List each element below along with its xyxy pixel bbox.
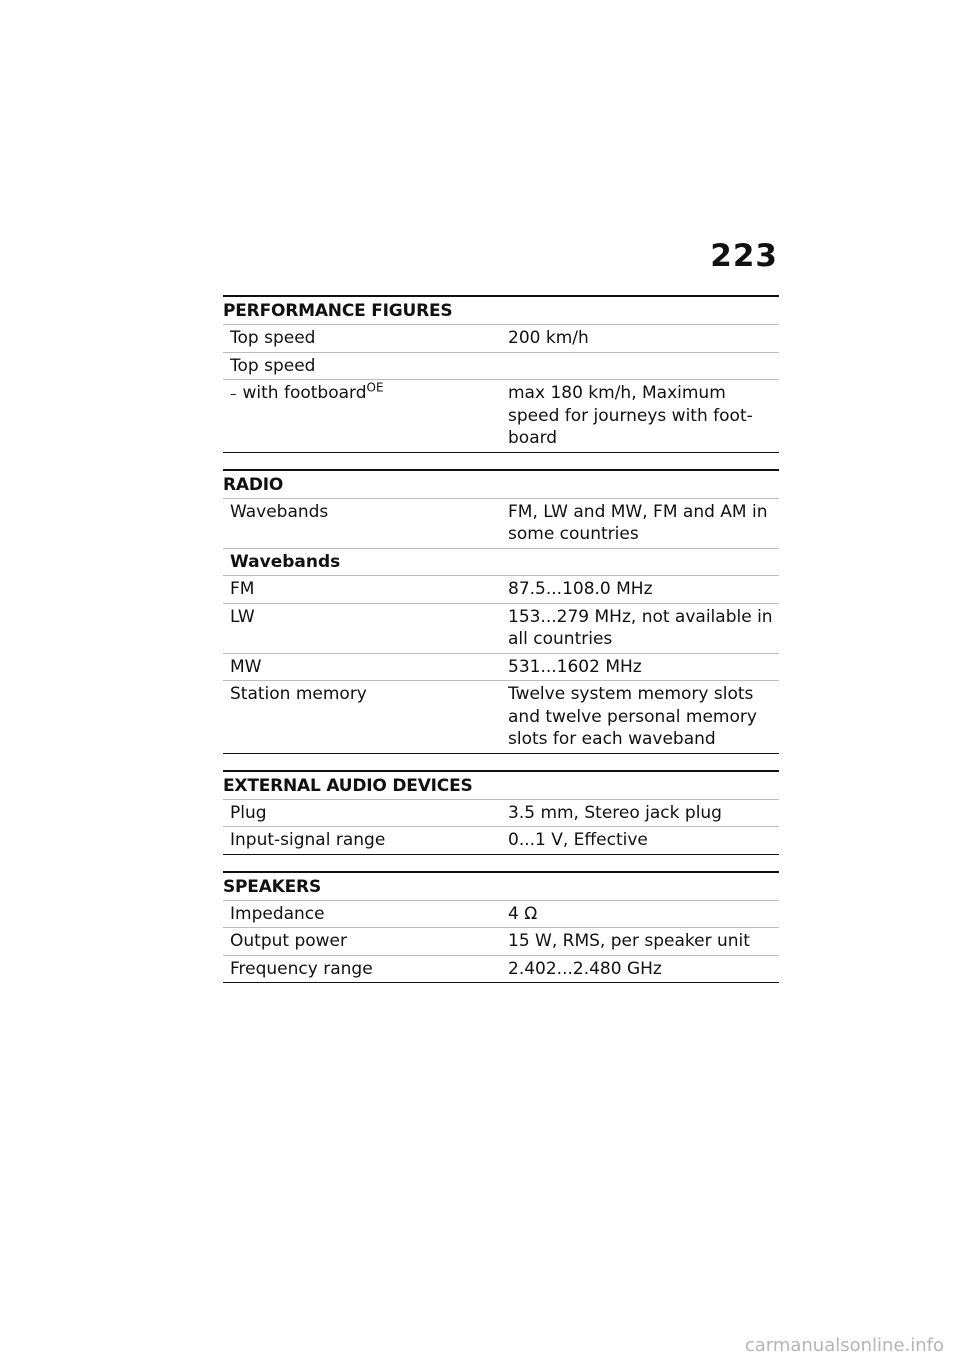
spec-key: Output power <box>230 931 347 951</box>
table-row <box>223 325 779 353</box>
table-row <box>223 928 779 956</box>
table-subheader-row <box>223 548 779 576</box>
spec-key <box>223 380 500 453</box>
spec-key: Impedance <box>230 903 325 924</box>
spec-key: Frequency range <box>230 958 373 979</box>
spec-key: Top speed <box>230 328 316 348</box>
table-row <box>223 380 779 453</box>
spec-key-text: with footboard <box>242 383 367 403</box>
table-row <box>223 653 779 681</box>
table-row <box>223 955 779 983</box>
section-title: RADIO <box>223 469 779 498</box>
spec-key: Plug <box>230 802 267 823</box>
table-row <box>223 603 779 653</box>
spec-table <box>223 324 779 453</box>
spec-table <box>223 799 779 855</box>
spec-value: FM, LW and MW, FM and AM in some countries <box>508 501 768 544</box>
spec-value: 15 W, RMS, per speaker unit <box>508 931 750 951</box>
section-title: PERFORMANCE FIGURES <box>223 295 779 324</box>
dash-icon: – <box>230 387 237 402</box>
spec-key: Wavebands <box>230 501 329 522</box>
table-row <box>223 576 779 604</box>
spec-key: MW <box>230 656 262 677</box>
spec-subheading: Wavebands <box>230 551 341 572</box>
table-row <box>223 352 779 380</box>
spec-value: max 180 km/h, Maximum speed for journeys with foot-board <box>508 383 753 448</box>
spec-key: LW <box>230 606 255 627</box>
section-radio <box>223 469 779 754</box>
spec-value: 2.402...2.480 GHz <box>508 958 662 979</box>
spec-table <box>223 900 779 984</box>
spec-table <box>223 498 779 754</box>
spec-key: FM <box>230 579 255 599</box>
spec-value: 0...1 V, Effective <box>508 830 648 850</box>
spec-value <box>500 548 779 576</box>
table-row <box>223 681 779 754</box>
section-speakers <box>223 871 779 984</box>
spec-value: 531...1602 MHz <box>508 656 642 677</box>
spec-value: 4 Ω <box>508 903 538 924</box>
spec-key: Input-signal range <box>230 830 386 850</box>
table-row <box>223 827 779 855</box>
spec-key: Top speed <box>230 355 316 376</box>
page-number: 223 <box>710 238 778 274</box>
table-row <box>223 498 779 548</box>
watermark-footer: carmanualsonline.info <box>744 1335 944 1356</box>
section-title: EXTERNAL AUDIO DEVICES <box>223 770 779 799</box>
spec-value: 87.5...108.0 MHz <box>508 579 653 599</box>
spec-value <box>500 352 779 380</box>
table-row <box>223 799 779 827</box>
spec-value: Twelve system memory slots and twelve personal memory slots for each waveband <box>508 684 757 749</box>
spec-value: 153...279 MHz, not available in all countries <box>508 606 773 649</box>
table-row <box>223 900 779 928</box>
spec-content <box>223 295 779 999</box>
spec-value: 3.5 mm, Stereo jack plug <box>508 802 722 823</box>
spec-key: Station memory <box>230 684 367 704</box>
spec-value: 200 km/h <box>508 328 589 348</box>
section-performance <box>223 295 779 453</box>
section-title: SPEAKERS <box>223 871 779 900</box>
oe-superscript: OE <box>366 380 384 395</box>
section-external-audio <box>223 770 779 855</box>
